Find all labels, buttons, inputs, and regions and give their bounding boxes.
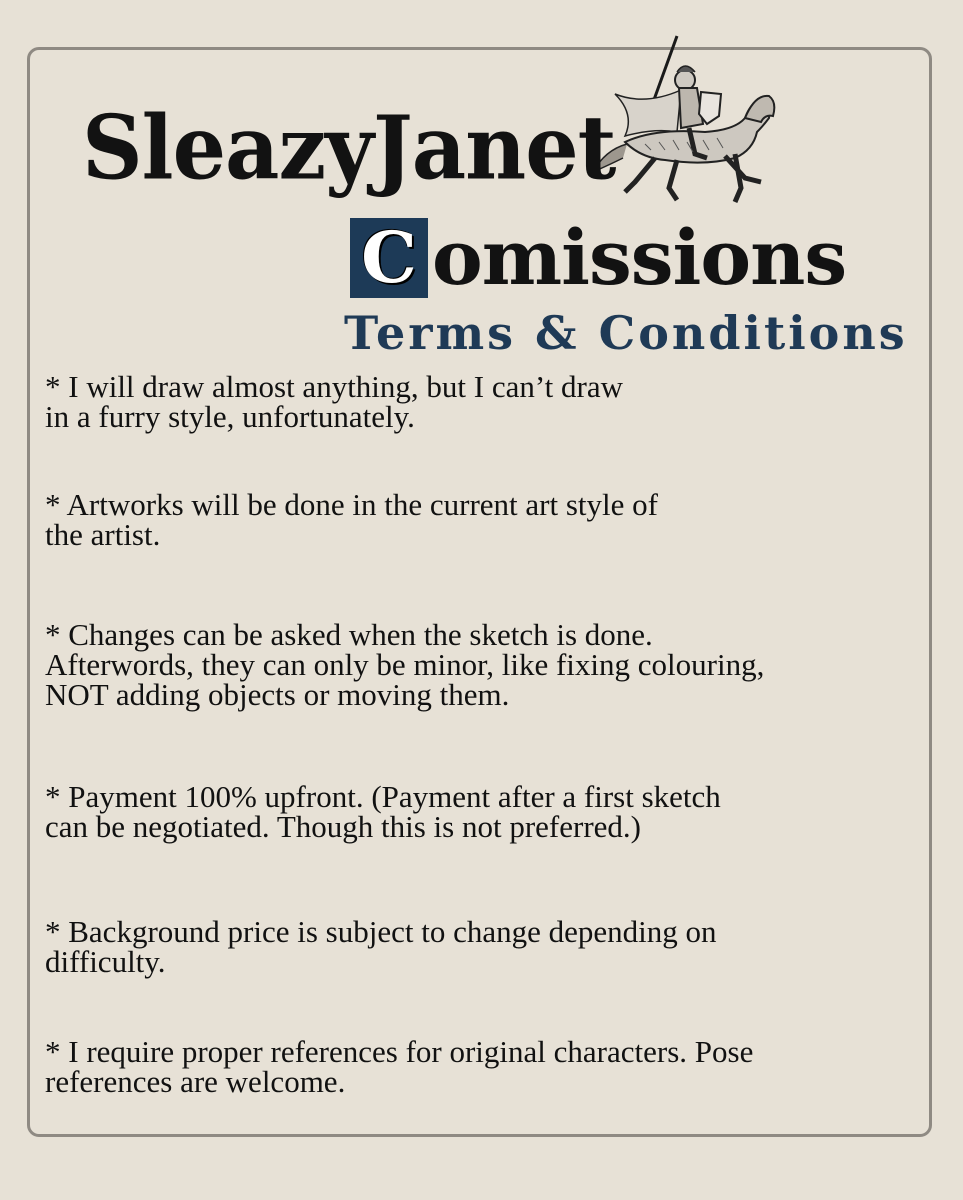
term-item-5: * Background price is subject to change depending on difficulty. [45, 914, 717, 979]
commissions-title [350, 213, 847, 302]
artist-name-title: SleazyJanet [82, 95, 616, 200]
terms-heading: Terms & Conditions [344, 306, 908, 360]
term-item-2: * Artworks will be done in the current art style of the artist. [45, 487, 658, 552]
term-item-6: * I require proper references for original characters. Pose references are welcome. [45, 1034, 754, 1099]
term-item-4: * Payment 100% upfront. (Payment after a first sketch can be negotiated. Though this is not preferred.) [45, 779, 721, 844]
commissions-title-rest: omissions [432, 213, 847, 302]
illuminated-initial: C [361, 216, 417, 299]
illuminated-initial-box [350, 218, 428, 298]
term-item-3: * Changes can be asked when the sketch is done. Afterwords, they can only be minor, like fixing colouring, NOT adding objects or moving them. [45, 617, 765, 712]
term-item-1: * I will draw almost anything, but I can’t draw in a furry style, unfortunately. [45, 369, 623, 434]
